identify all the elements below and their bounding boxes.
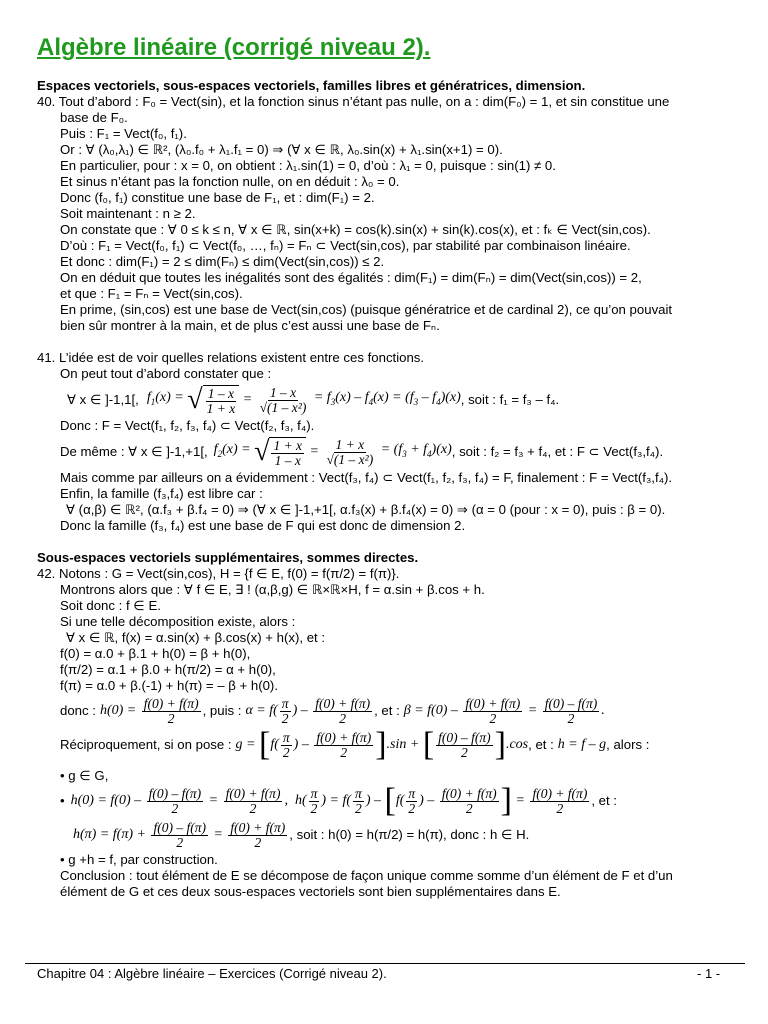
document-body	[37, 78, 749, 900]
formula-label: , et :	[374, 703, 400, 718]
formula-label: , soit : h(0) = h(π/2) = h(π), donc : h ∈ H.	[289, 827, 530, 842]
ex42-formula-hpi: h(π) = f(π) + $\frac{f(0) - f(\pi)}{2}$ = $\frac{f(0) + f(\pi)}{2}$ , soit : h(0) = h(π/2) = h(π), donc : h ∈ H.	[73, 819, 530, 850]
ex41-line: Enfin, la famille (f₃,f₄) est libre car :	[60, 486, 263, 501]
ex41-line: Donc : F = Vect(f₁, f₂, f₃, f₄) ⊂ Vect(f₂, f₃, f₄).	[60, 418, 315, 433]
formula-label: , puis :	[202, 703, 242, 718]
ex42-line: f(0) = α.0 + β.1 + h(0) = β + h(0),	[60, 646, 251, 661]
bullet-marker: •	[60, 793, 65, 808]
formula-label: , alors :	[606, 737, 650, 752]
footer-chapter-label: Chapitre 04 : Algèbre linéaire – Exercices (Corrigé niveau 2).	[37, 966, 387, 981]
footer-page-number: - 1 -	[697, 966, 721, 981]
formula-label: , et :	[528, 737, 554, 752]
formula-label: donc :	[60, 703, 96, 718]
ex40-line: 40. Tout d’abord : F₀ = Vect(sin), et la fonction sinus n’étant pas nulle, on a : dim(F₀) = 1, et sin constitue une	[37, 94, 670, 109]
ex40-line: et que : F₁ = Fₙ = Vect(sin,cos).	[60, 286, 243, 301]
ex40-line: D’où : F₁ = Vect(f₀, f₁) ⊂ Vect(f₀, …, fₙ) = Fₙ ⊂ Vect(sin,cos), par stabilité par combinaison linéaire.	[60, 238, 631, 253]
conclusion-line: Conclusion : tout élément de E se décompose de façon unique comme somme d’un élément de F et d’un	[60, 868, 673, 883]
ex42-line: Soit donc : f ∈ E.	[60, 598, 161, 613]
ex41-line: Donc la famille (f₃, f₄) est une base de F qui est donc de dimension 2.	[60, 518, 466, 533]
ex41-line: ∀ (α,β) ∈ ℝ², (α.f₃ + β.f₄ = 0) ⇒ (∀ x ∈ ]-1,+1[, α.f₃(x) + β.f₄(x) = 0) ⇒ (α = 0 (pour : x = 0), puis : β = 0).	[66, 502, 666, 517]
formula-label: Réciproquement, si on pose :	[60, 737, 232, 752]
ex41-line: Mais comme par ailleurs on a évidemment : Vect(f₃, f₄) ⊂ Vect(f₁, f₂, f₃, f₄) = F, finalement : F = Vect(f₃,f₄).	[60, 470, 673, 485]
ex41-line: 41. L’idée est de voir quelles relations existent entre ces fonctions.	[37, 350, 425, 365]
ex40-line: Puis : F₁ = Vect(f₀, f₁).	[60, 126, 187, 141]
formula-suffix: , soit : f₂ = f₃ + f₄, et : F ⊂ Vect(f₃,f₄).	[451, 444, 664, 459]
ex42-formula-g: Réciproquement, si on pose : g = [ f( $\frac{\pi}{2}$ ) – $\frac{f(0) + f(\pi)}{2}$ ] .sin + [ $\frac{f(0) - f(\pi)}{2}$ ] .cos , et : h = f – g , alors :	[60, 726, 650, 763]
footer-divider	[25, 963, 745, 964]
ex40-line: bien sûr montrer à la main, et de plus c’est aussi une base de Fₙ.	[60, 318, 440, 333]
ex40-line: Donc (f₀, f₁) constitue une base de F₁, et : dim(F₁) = 2.	[60, 190, 375, 205]
ex40-line: Et donc : dim(F₁) = 2 ≤ dim(Fₙ) ≤ dim(Vect(sin,cos)) ≤ 2.	[60, 254, 385, 269]
ex42-formula-h0-hpi2: • h(0) = f(0) – $\frac{f(0) - f(\pi)}{2}$ = $\frac{f(0) + f(\pi)}{2}$ , h( $\frac{\pi}{2}$ ) = f( $\frac{\pi}{2}$ ) – [ f( $\frac{\pi}{2}$ ) – $\frac{f(0) + f(\pi)}{2}$ ] = $\frac{f(0) + f(\pi)}{2}$ , et :	[60, 782, 617, 819]
formula-suffix: , soit : f₁ = f₃ – f₄.	[460, 392, 560, 407]
ex40-line: On en déduit que toutes les inégalités sont des égalités : dim(F₁) = dim(Fₙ) = dim(Vect(sin,cos)) = 2,	[60, 270, 642, 285]
ex41-formula-f2: De même : ∀ x ∈ ]-1,+1[, $f_2(x)$ = √ $\frac{1 + x}{1 - x}$ = $\frac{1 + x}{\text{√(1 – x²)}}$ = $(f_3 + f_4)(x)$ , soit : f₂ = f₃ + f₄, et : F ⊂ Vect(f₃,f₄).	[60, 436, 664, 468]
ex40-line: Soit maintenant : n ≥ 2.	[60, 206, 196, 221]
ex40-line: En particulier, pour : x = 0, on obtient : λ₁.sin(1) = 0, d’où : λ₁ = 0, puisque : sin(1) ≠ 0.	[60, 158, 556, 173]
ex40-line: En prime, (sin,cos) est une base de Vect(sin,cos) (puisque génératrice et de cardinal 2), ce qu’on pouvait	[60, 302, 673, 317]
ex40-line: Or : ∀ (λ₀,λ₁) ∈ ℝ², (λ₀.f₀ + λ₁.f₁ = 0) ⇒ (∀ x ∈ ℝ, λ₀.sin(x) + λ₁.sin(x+1) = 0).	[60, 142, 503, 157]
ex40-line: On constate que : ∀ 0 ≤ k ≤ n, ∀ x ∈ ℝ, sin(x+k) = cos(k).sin(x) + sin(k).cos(x), et : fₖ ∈ Vect(sin,cos).	[60, 222, 651, 237]
ex42-line: Si une telle décomposition existe, alors :	[60, 614, 296, 629]
formula-label: , et :	[591, 793, 617, 808]
bullet-item: • g ∈ G,	[60, 768, 109, 783]
math-expression: $f_1(x)$ =	[146, 390, 188, 407]
math-sqrt: √ $\frac{1 + x}{1 - x}$	[254, 437, 306, 468]
math-fraction: $\frac{1 + x}{\text{√(1 – x²)}}$	[326, 436, 374, 467]
ex42-line: ∀ x ∈ ℝ, f(x) = α.sin(x) + β.cos(x) + h(x), et :	[66, 630, 326, 645]
ex40-line: base de F₀.	[60, 110, 128, 125]
bullet-item: • g +h = f, par construction.	[60, 852, 218, 867]
ex41-formula-f1: ∀ x ∈ ]-1,1[, $f_1(x)$ = √ $\frac{1 - x}{1 + x}$ = $\frac{1 - x}{\text{√(1 – x²)}}$ = $f_3(x) - f_4(x) = (f_3 - f_4)(x)$ , soit : f₁ = f₃ – f₄.	[67, 384, 560, 416]
conclusion-line: élément de G et ces deux sous-espaces vectoriels sont bien supplémentaires dans E.	[60, 884, 561, 899]
math-sqrt: √ $\frac{1 - x}{1 + x}$	[187, 385, 239, 416]
ex40-line: Et sinus n’étant pas la fonction nulle, on en déduit : λ₀ = 0.	[60, 174, 400, 189]
ex42-line: 42. Notons : G = Vect(sin,cos), H = {f ∈ E, f(0) = f(π/2) = f(π)}.	[37, 566, 400, 581]
ex42-line: f(π) = α.0 + β.(-1) + h(π) = – β + h(0).	[60, 678, 278, 693]
page-title: Algèbre linéaire (corrigé niveau 2).	[37, 34, 431, 61]
ex42-line: Montrons alors que : ∀ f ∈ E, ∃ ! (α,β,g) ∈ ℝ×ℝ×H, f = α.sin + β.cos + h.	[60, 582, 485, 597]
section-heading-espaces-vectoriels: Espaces vectoriels, sous-espaces vectoriels, familles libres et génératrices, dimension.	[37, 78, 586, 93]
ex42-formula-h0-alpha-beta: donc : h(0) = $\frac{f(0) + f(\pi)}{2}$ , puis : α = f( $\frac{\pi}{2}$ ) – $\frac{f(0) + f(\pi)}{2}$ , et : β = f(0) – $\frac{f(0) + f(\pi)}{2}$ = $\frac{f(0) - f(\pi)}{2}$ .	[60, 695, 605, 726]
formula-prefix: De même : ∀ x ∈ ]-1,+1[,	[60, 444, 208, 459]
math-expression: $f_2(x)$ =	[213, 442, 255, 459]
formula-prefix: ∀ x ∈ ]-1,1[,	[67, 392, 139, 407]
ex42-line: f(π/2) = α.1 + β.0 + h(π/2) = α + h(0),	[60, 662, 276, 677]
ex41-line: On peut tout d’abord constater que :	[60, 366, 272, 381]
math-fraction: $\frac{1 - x}{\text{√(1 – x²)}}$	[259, 384, 307, 415]
section-heading-supplementaires: Sous-espaces vectoriels supplémentaires, sommes directes.	[37, 550, 419, 565]
